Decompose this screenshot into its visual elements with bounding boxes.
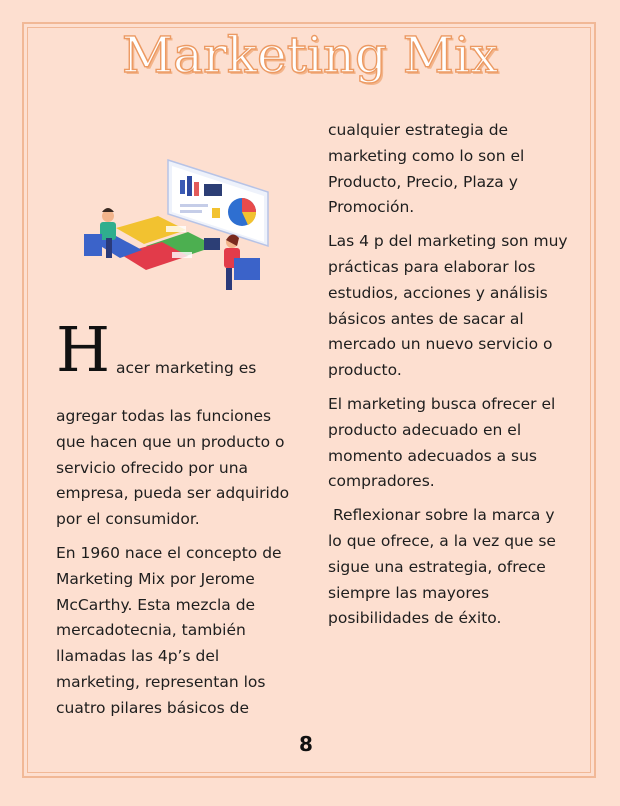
drop-cap: H <box>56 313 111 386</box>
intro-first-line: acer marketing es <box>116 359 257 377</box>
right-column <box>328 118 568 640</box>
paragraph: El marketing busca ofrecer el producto adecuado en el momento adecuados a sus compradores. <box>328 394 556 491</box>
paragraph: cualquier estrategia de marketing como lo son el Producto, Precio, Plaza y Promoción. <box>328 121 525 217</box>
business-team-puzzle-illustration <box>76 150 276 300</box>
page-title: Marketing Mix <box>121 26 499 84</box>
paragraph: Las 4 p del marketing son muy prácticas para elaborar los estudios, acciones y análisis básicos antes de sacar al mercado un nuevo servicio o producto. <box>328 232 568 380</box>
paragraph: En 1960 nace el concepto de Marketing Mix por Jerome McCarthy. Esta mezcla de mercadotecnia, también llamadas las 4p’s del marketing, representan los cuatro pilares básicos de <box>56 543 282 717</box>
paragraph: Reflexionar sobre la marca y lo que ofrece, a la vez que se sigue una estrategia, ofrece siempre las mayores posibilidades de éxito. <box>328 506 561 628</box>
page-number: 8 <box>299 732 313 756</box>
paragraph: agregar todas las funciones que hacen que un producto o servicio ofrecido por una empresa, pueda ser adquirido por el consumidor. <box>56 407 290 529</box>
left-column <box>56 404 292 730</box>
